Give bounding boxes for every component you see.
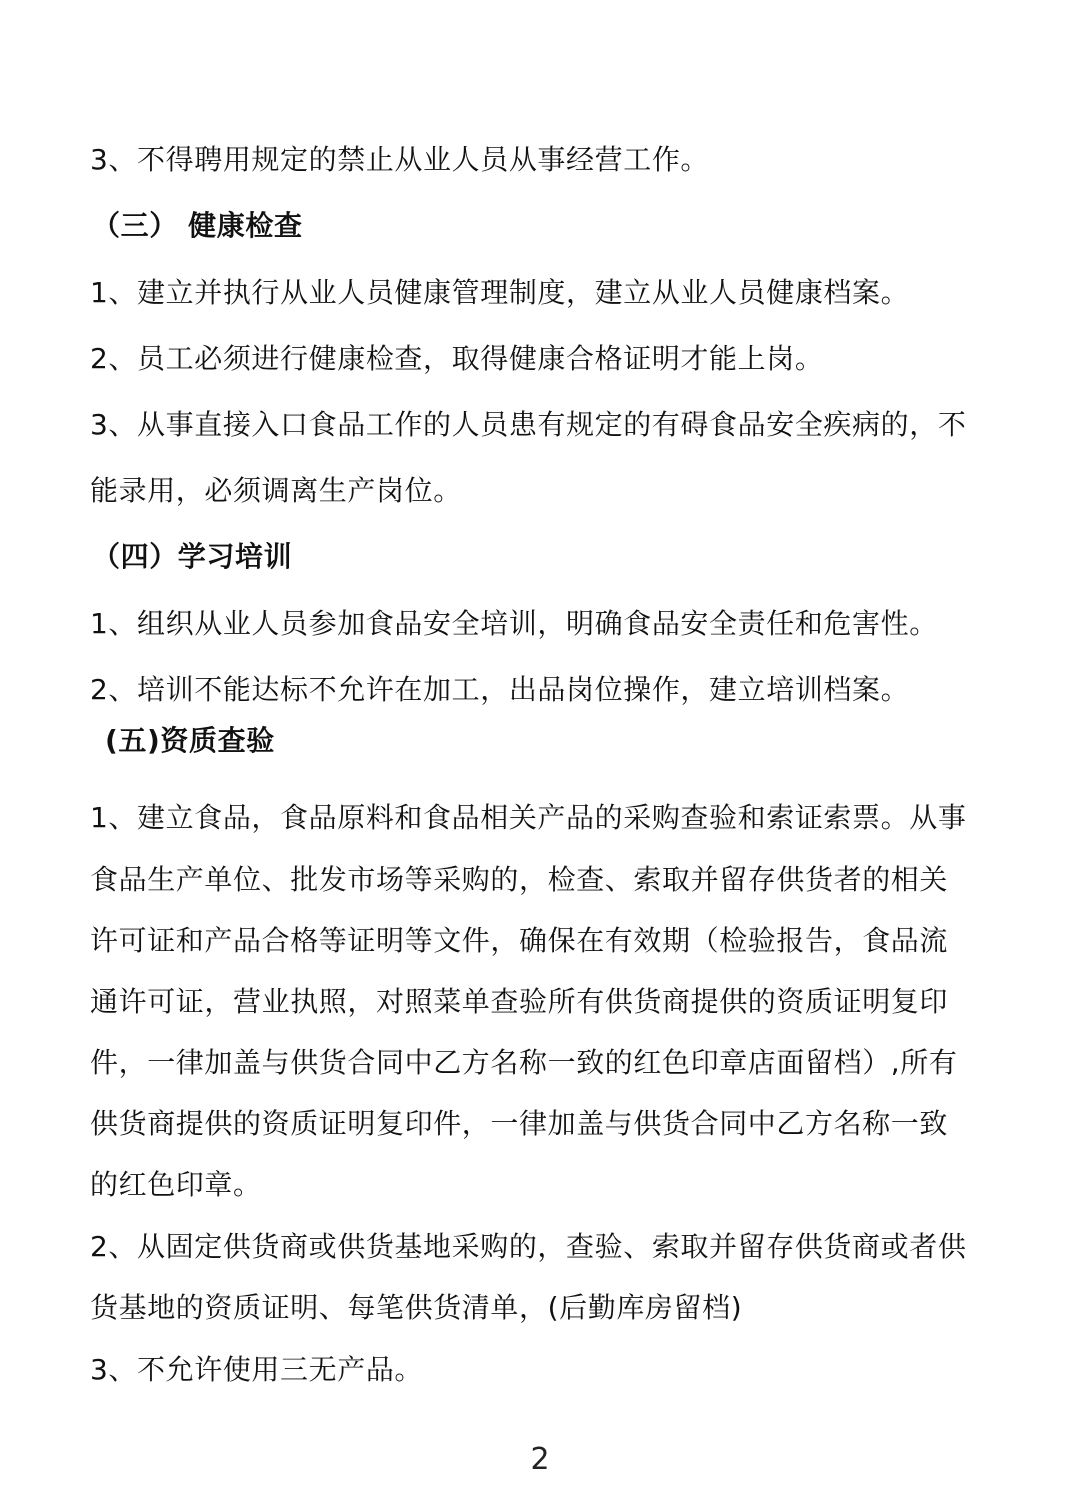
rule-line: 许可证和产品合格等证明等文件，确保在有效期（检验报告，食品流 xyxy=(90,924,949,957)
rule-line: 能录用，必须调离生产岗位。 xyxy=(90,474,462,507)
rule-line: 3、从事直接入口食品工作的人员患有规定的有碍食品安全疾病的，不 xyxy=(90,408,967,441)
section-heading-health-check: （三） 健康检查 xyxy=(92,209,303,242)
rule-line: 1、建立食品，食品原料和食品相关产品的采购查验和索证索票。从事 xyxy=(90,801,967,834)
page-number: 2 xyxy=(530,1442,550,1477)
rule-line: 2、员工必须进行健康检查，取得健康合格证明才能上岗。 xyxy=(90,342,824,375)
rule-line: 1、建立并执行从业人员健康管理制度，建立从业人员健康档案。 xyxy=(90,276,910,309)
rule-line: 的红色印章。 xyxy=(90,1168,262,1201)
rule-line: 食品生产单位、批发市场等采购的，检查、索取并留存供货者的相关 xyxy=(90,863,949,896)
section-heading-qualification: (五)资质查验 xyxy=(105,724,275,757)
rule-line: 通许可证，营业执照，对照菜单查验所有供货商提供的资质证明复印 xyxy=(90,985,949,1018)
rule-line: 货基地的资质证明、每笔供货清单，(后勤库房留档) xyxy=(90,1291,743,1324)
rule-line: 供货商提供的资质证明复印件，一律加盖与供货合同中乙方名称一致 xyxy=(90,1107,949,1140)
rule-line: 3、不得聘用规定的禁止从业人员从事经营工作。 xyxy=(90,143,710,176)
section-heading-training: （四）学习培训 xyxy=(92,540,293,573)
rule-line: 件，一律加盖与供货合同中乙方名称一致的红色印章店面留档）,所有 xyxy=(90,1046,958,1079)
rule-line: 3、不允许使用三无产品。 xyxy=(90,1353,424,1386)
rule-line: 1、组织从业人员参加食品安全培训，明确食品安全责任和危害性。 xyxy=(90,607,938,640)
rule-line: 2、从固定供货商或供货基地采购的，查验、索取并留存供货商或者供 xyxy=(90,1230,967,1263)
rule-line: 2、培训不能达标不允许在加工，出品岗位操作，建立培训档案。 xyxy=(90,673,910,706)
